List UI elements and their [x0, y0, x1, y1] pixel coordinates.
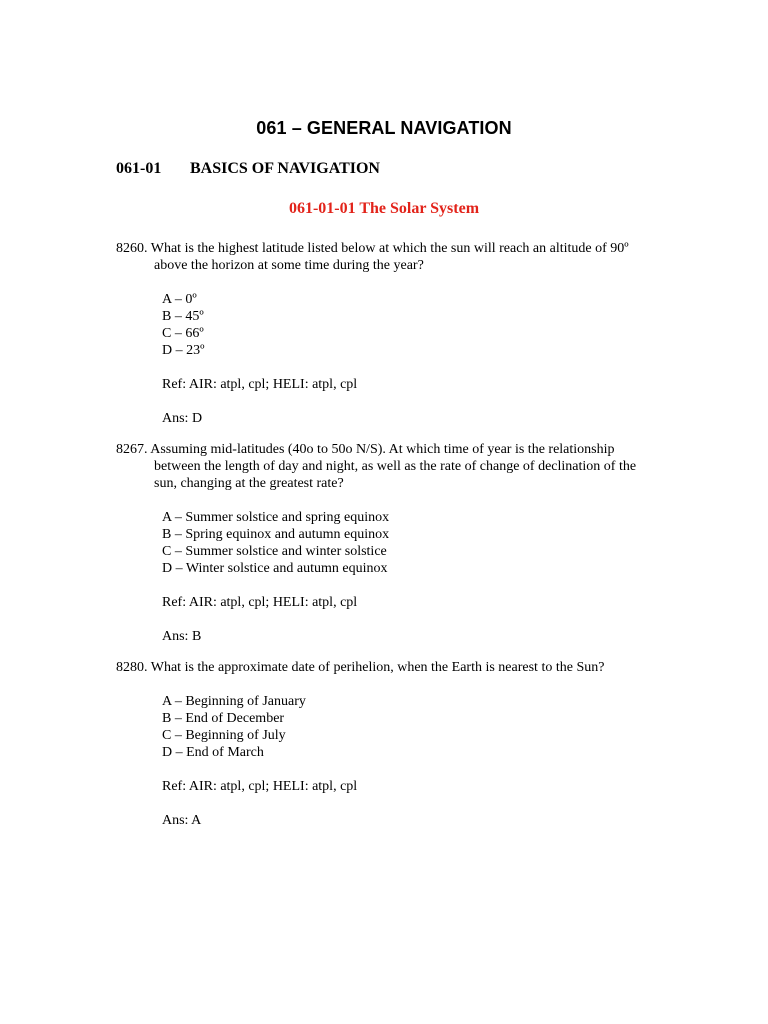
question-reference: Ref: AIR: atpl, cpl; HELI: atpl, cpl	[162, 595, 358, 610]
subsection-heading: 061-01-01 The Solar System	[288, 200, 480, 217]
question-text: What is the approximate date of perihelion, when the Earth is nearest to the Sun?	[150, 660, 605, 675]
answer-options	[162, 509, 656, 577]
document-title: 061 – GENERAL NAVIGATION	[256, 118, 512, 138]
answer-option: A – Beginning of January	[162, 694, 306, 709]
answer-option: B – End of December	[162, 711, 285, 726]
answer-option: C – Beginning of July	[162, 728, 286, 743]
answer-option: A – Summer solstice and spring equinox	[162, 510, 390, 525]
question-number: 8267.	[116, 442, 148, 457]
question-text: Assuming mid-latitudes (40o to 50o N/S). At which time of year is the relationship between the length of day and night, as well as the rate of change of declination of the sun, changing at the greatest rate?	[150, 442, 637, 491]
section-title: BASICS OF NAVIGATION	[190, 160, 380, 177]
question-8280	[116, 659, 656, 829]
answer-option: C – 66º	[162, 326, 204, 341]
question-text-block	[116, 240, 656, 274]
answer-options	[162, 291, 656, 359]
answer-options	[162, 693, 656, 761]
question-text-block	[116, 441, 656, 492]
question-8267	[116, 441, 656, 645]
question-number: 8260.	[116, 241, 148, 256]
answer-option: A – 0º	[162, 292, 197, 307]
question-8260	[116, 240, 656, 427]
answer-option: D – Winter solstice and autumn equinox	[162, 561, 388, 576]
question-answer: Ans: D	[162, 411, 203, 426]
section-heading	[116, 160, 380, 178]
question-reference: Ref: AIR: atpl, cpl; HELI: atpl, cpl	[162, 377, 358, 392]
section-number: 061-01	[116, 160, 162, 177]
answer-option: B – Spring equinox and autumn equinox	[162, 527, 390, 542]
question-answer: Ans: B	[162, 629, 202, 644]
answer-option: C – Summer solstice and winter solstice	[162, 544, 387, 559]
question-reference: Ref: AIR: atpl, cpl; HELI: atpl, cpl	[162, 779, 358, 794]
answer-option: B – 45º	[162, 309, 204, 324]
question-text: What is the highest latitude listed below at which the sun will reach an altitude of 90º above the horizon at some time during the year?	[150, 241, 629, 273]
question-number: 8280.	[116, 660, 148, 675]
answer-option: D – End of March	[162, 745, 264, 760]
answer-option: D – 23º	[162, 343, 205, 358]
question-text-block	[116, 659, 656, 676]
question-answer: Ans: A	[162, 813, 202, 828]
